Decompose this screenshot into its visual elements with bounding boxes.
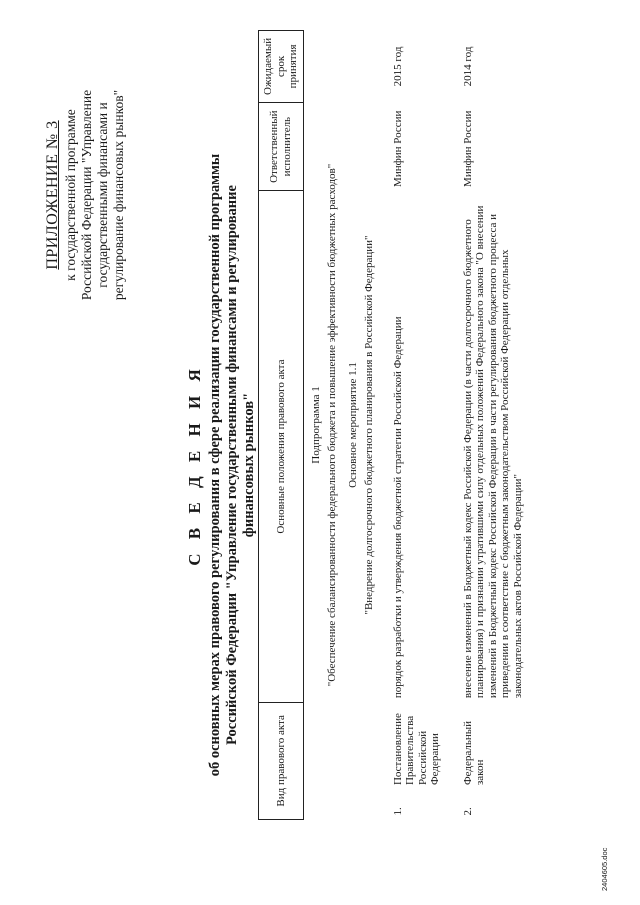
measure-name: "Внедрение долгосрочного бюджетного планирования в Российской Федерации" [363, 235, 375, 615]
document-file-id: 2404605.doc [600, 847, 609, 891]
section-row [303, 31, 324, 820]
title-line: Российской Федерации "Управление государственными финансами и регулирование [224, 185, 240, 745]
header-content: Основные положения правового акта [259, 191, 304, 702]
measure-label: Основное мероприятие 1.1 [346, 362, 359, 488]
table-header-row [259, 31, 304, 820]
document-title [186, 135, 258, 795]
subprogram-name: "Обеспечение сбалансированности федерального бюджета и повышение эффективности бюджетных расходов" [326, 163, 338, 687]
section-row [341, 31, 362, 820]
row-executor: Минфин России [391, 110, 404, 187]
title-main: С В Е Д Е Н И Я [185, 364, 204, 566]
title-line: финансовых рынков" [241, 392, 257, 538]
table-row [390, 31, 444, 820]
appendix-line: регулирование финансовых рынков" [111, 89, 126, 301]
row-content: внесение изменений в Бюджетный кодекс Российской Федерации (в части долгосрочного бюджетного планирования) и признании утратившими силу отдельных положений Федерального закона "О внесении изменений в Бюджетный кодекс Российской Федерации в части регулирования бюджетного процесса и приведении в соответствие с бюджетным законодательством Российской Федерации отдельных законодательных актов Российской Федерации" [461, 205, 524, 699]
measures-table [258, 30, 526, 820]
row-term: 2014 год [461, 46, 474, 87]
row-executor: Минфин России [461, 110, 474, 187]
row-term: 2015 год [391, 46, 404, 87]
appendix-label: ПРИЛОЖЕНИЕ № 3 [44, 120, 61, 270]
subprogram-label: Подпрограмма 1 [309, 386, 322, 464]
appendix-block [45, 40, 127, 350]
header-term: Ожидаемый срок принятия [259, 31, 304, 103]
header-kind: Вид правового акта [259, 702, 304, 819]
appendix-line: Российской Федерации "Управление [79, 89, 94, 301]
section-row [324, 31, 341, 820]
title-line: об основных мерах правового регулирования в сфере реализации государственной программы [207, 153, 223, 777]
appendix-line: к государственной программе [63, 109, 78, 281]
row-number: 1. [391, 807, 404, 816]
appendix-line: государственными финансами и [95, 102, 110, 288]
row-kind: Федеральный закон [461, 720, 486, 786]
section-row [361, 31, 390, 820]
row-number: 2. [461, 807, 474, 816]
row-kind: Постановление Правительства Российской Федерации [391, 713, 441, 786]
header-executor: Ответственный исполнитель [259, 102, 304, 191]
table-row [444, 31, 527, 820]
row-content: порядок разработки и утверждения бюджетной стратегии Российской Федерации [391, 316, 404, 699]
